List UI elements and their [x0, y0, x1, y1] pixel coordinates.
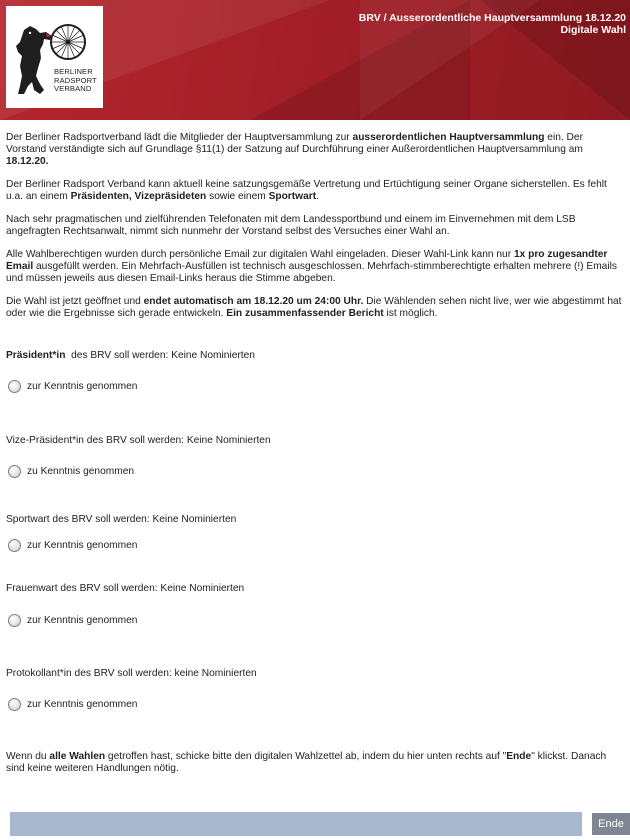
question-label: Vize-Präsident*in des BRV soll werden: Keine Nominierten — [6, 435, 271, 446]
option-praesident-kenntnis[interactable] — [8, 380, 137, 393]
question-vize-praesident — [6, 435, 606, 447]
radio-button[interactable] — [8, 698, 21, 711]
question-sportwart — [6, 514, 606, 526]
logo-text — [54, 68, 102, 94]
question-frauenwart — [6, 583, 606, 595]
subtitle-line: Digitale Wahl — [560, 24, 626, 36]
end-button[interactable]: Ende — [592, 813, 630, 835]
option-label: zur Kenntnis genommen — [27, 698, 138, 710]
option-label: zur Kenntnis genommen — [27, 380, 138, 392]
brv-logo — [6, 6, 103, 108]
intro-paragraph: Alle Wahlberechtigen wurden durch persönliche Email zur digitalen Wahl eingeladen. Dieser Wahl-Link kann nur 1x pro zugesandter Email ausgefüllt werden. Ein Mehrfach-Ausfüllen ist technisch ausgeschlossen. Mehrfach-stimmberechtigte erhalten mehrere (!) Emails und müssen jeweils aus diesen Email-Links heraus die Stimme abgeben. — [6, 249, 617, 284]
option-label: zu Kenntnis genommen — [27, 465, 135, 477]
question-praesident — [6, 350, 606, 362]
instructions-text: Wenn du alle Wahlen getroffen hast, schicke bitte den digitalen Wahlzettel ab, indem du hier unten rechts auf "Ende" klickst. Danach sind keine weiteren Handlungen nötig. — [6, 751, 607, 774]
option-protokollant-kenntnis[interactable] — [8, 698, 137, 711]
option-frauenwart-kenntnis[interactable] — [8, 614, 137, 627]
option-label: zur Kenntnis genommen — [27, 539, 138, 551]
intro-paragraph: Die Wahl ist jetzt geöffnet und endet automatisch am 18.12.20 um 24:00 Uhr. Die Wählenden sehen nicht live, wer wie abgestimmt hat oder wie die Ergebnisse sich gerade entwickeln. Ein zusammenfassender Bericht ist möglich. — [6, 296, 622, 319]
page-title — [359, 12, 626, 36]
logo-line: VERBAND — [54, 84, 92, 94]
header-banner — [0, 0, 630, 120]
progress-bar — [10, 812, 582, 836]
question-label: Sportwart des BRV soll werden: Keine Nominierten — [6, 514, 237, 525]
option-label: zur Kenntnis genommen — [27, 614, 138, 626]
intro-paragraph: Der Berliner Radsport Verband kann aktuell keine satzungsgemäße Vertretung und Ertüchtigung seiner Organe sicherstellen. Es fehlt u.a. an einem Präsidenten, Vizepräsideten sowie einem Sportwart. — [6, 179, 607, 202]
question-protokollant — [6, 668, 606, 680]
question-label: Protokollant*in des BRV soll werden: keine Nominierten — [6, 668, 257, 679]
logo-line: RADSPORT — [54, 75, 97, 85]
option-vize-kenntnis[interactable] — [8, 465, 134, 478]
logo-line: BERLINER — [54, 67, 93, 76]
radio-button[interactable] — [8, 614, 21, 627]
question-label: Präsident*in des BRV soll werden: Keine Nominierten — [6, 350, 255, 361]
radio-button[interactable] — [8, 380, 21, 393]
question-label: Frauenwart des BRV soll werden: Keine Nominierten — [6, 583, 245, 594]
option-sportwart-kenntnis[interactable] — [8, 539, 137, 552]
radio-button[interactable] — [8, 539, 21, 552]
intro-paragraph: Nach sehr pragmatischen und zielführenden Telefonaten mit dem Landessportbund und einem im Einvernehmen mit dem LSB angefragten Rechtsanwalt, nimmt sich nunmehr der Vorstand selbst des Versuches einer Wahl an. — [6, 214, 576, 237]
radio-button[interactable] — [8, 465, 21, 478]
intro-section — [6, 132, 624, 331]
intro-paragraph: Der Berliner Radsportverband lädt die Mitglieder der Hauptversammlung zur ausserordentlichen Hauptversammlung ein. Der Vorstand verständigte sich auf Grundlage §11(1) der Satzung auf Durchführung einer Außerordentlichen Hauptversammlung am 18.12.20. — [6, 132, 583, 167]
title-line: BRV / Ausserordentliche Hauptversammlung 18.12.20 — [358, 12, 626, 24]
